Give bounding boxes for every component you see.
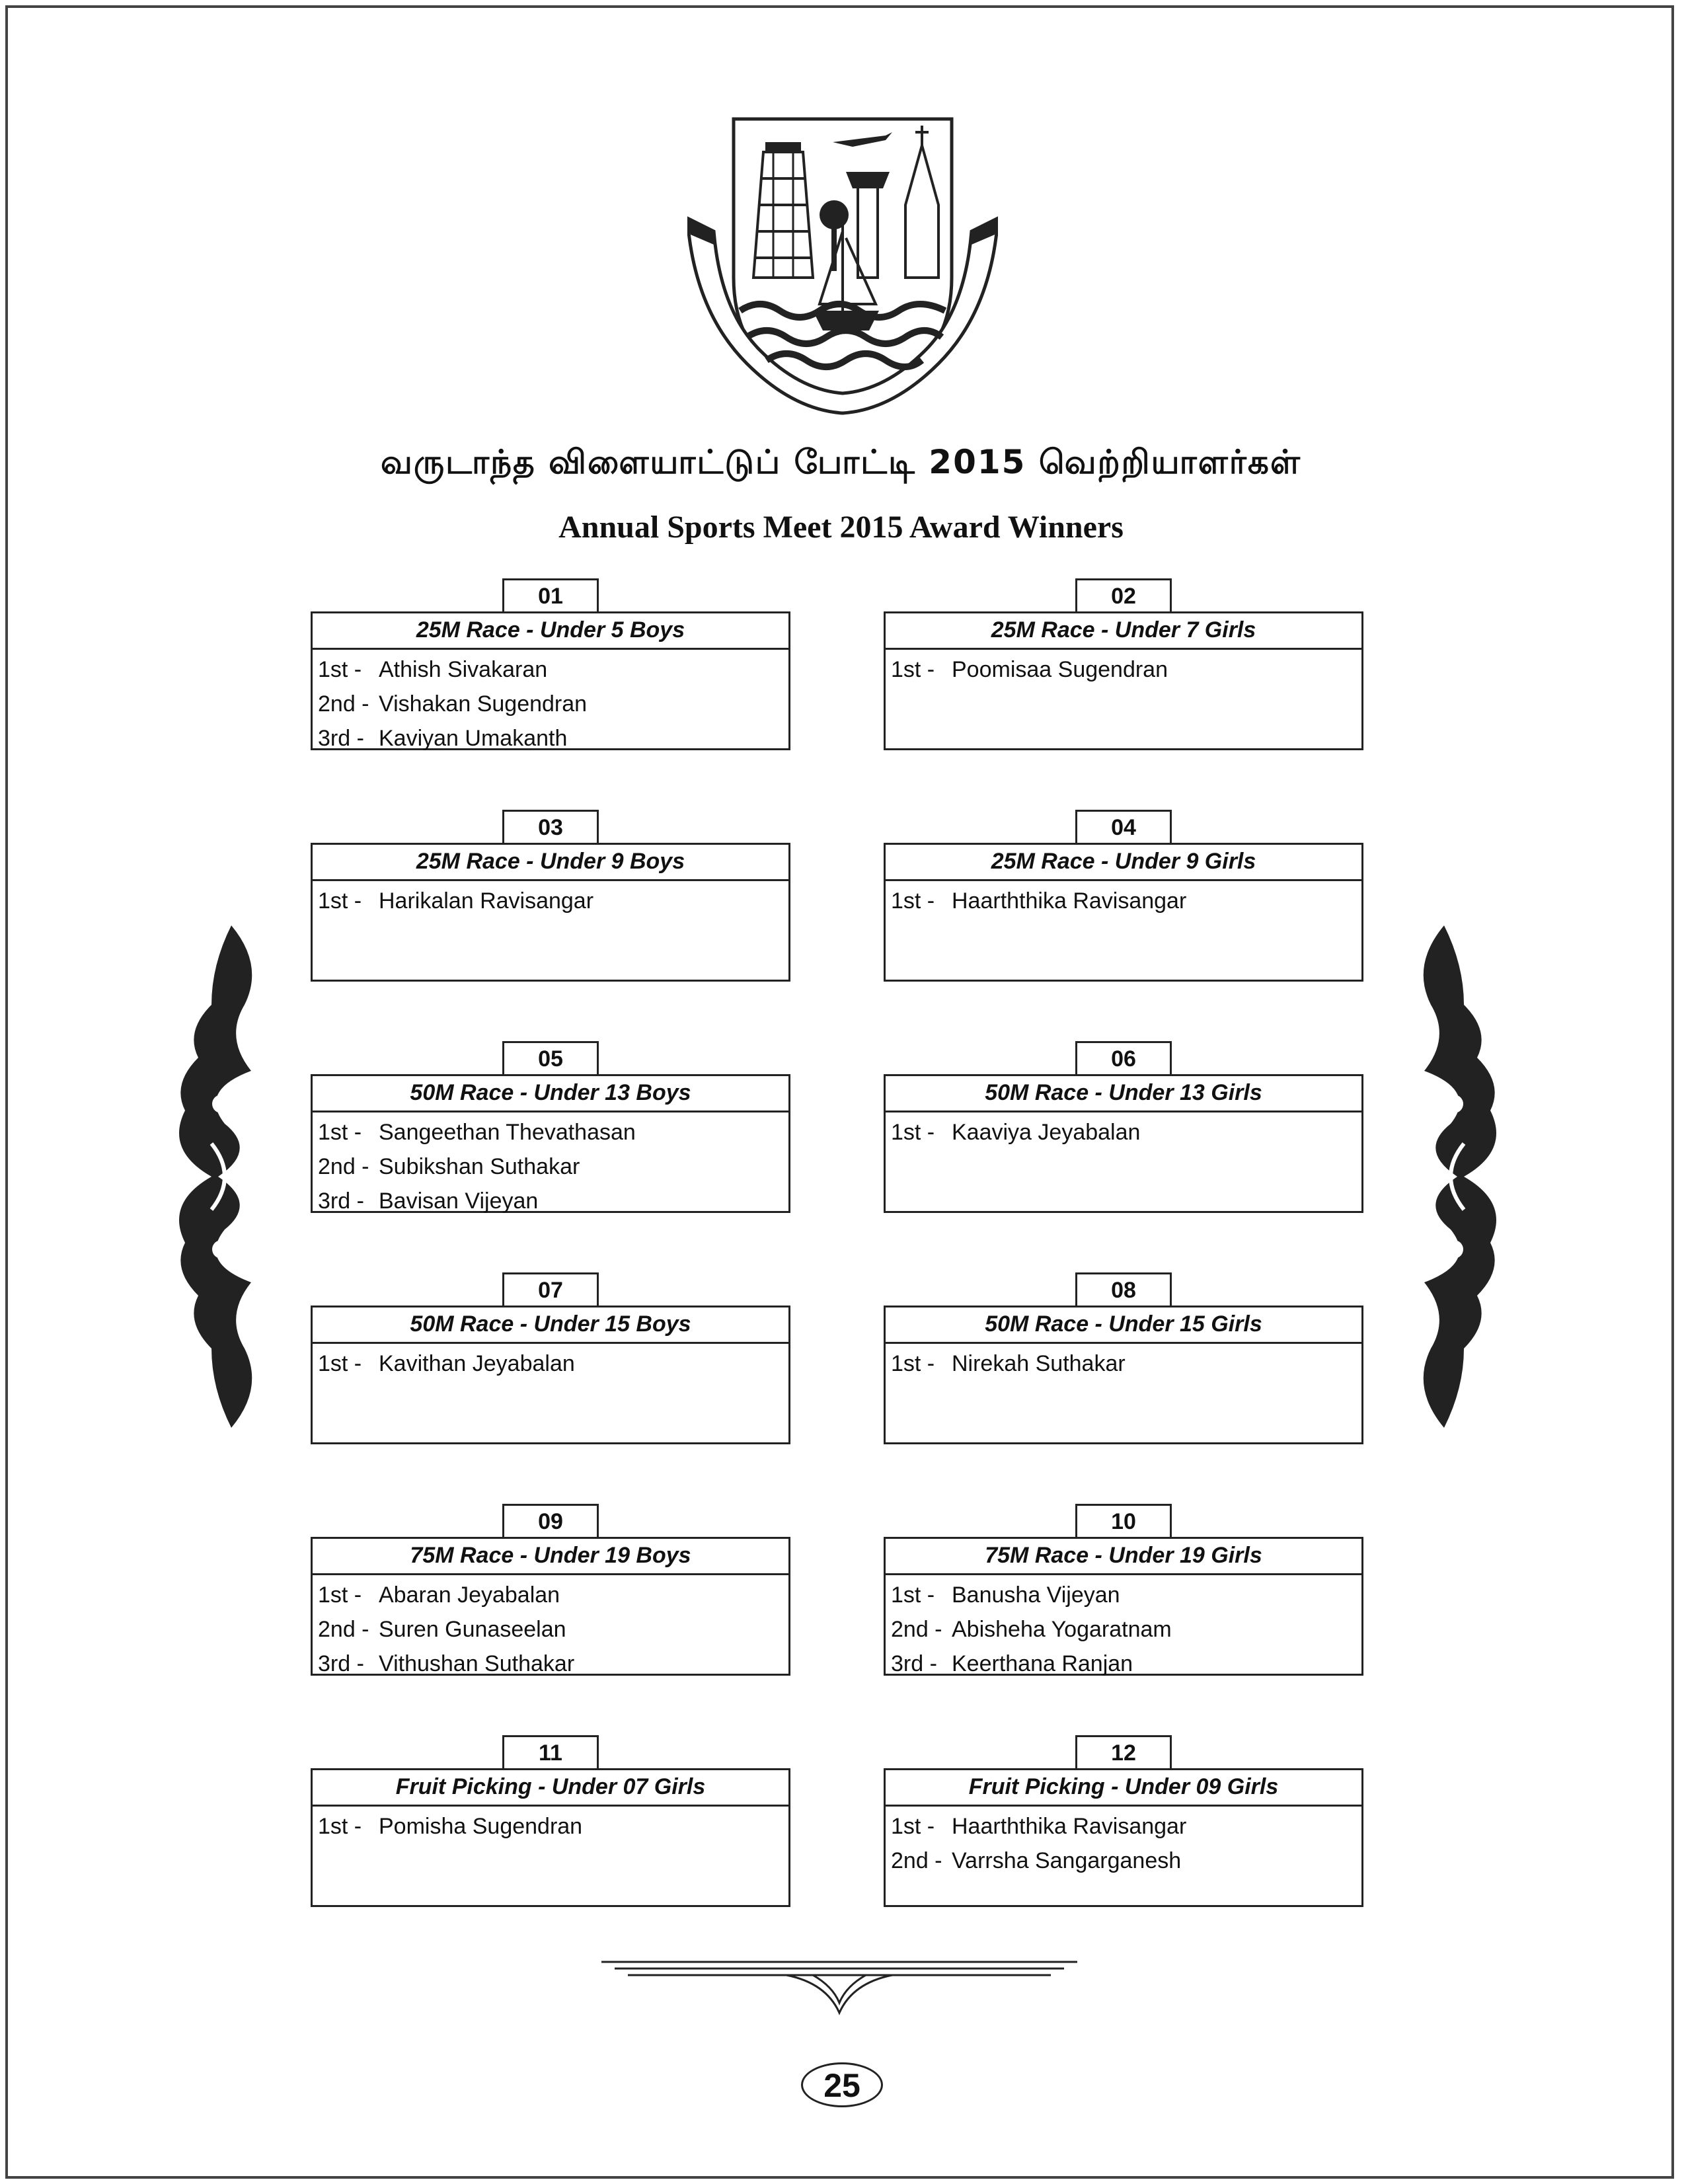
winner-place: 1st -	[318, 1351, 362, 1376]
winner-place: 2nd -	[318, 1154, 369, 1179]
event-box	[884, 611, 1363, 750]
event-box	[884, 843, 1363, 982]
event-card	[884, 1504, 1363, 1676]
event-title: Fruit Picking - Under 07 Girls	[313, 1770, 788, 1807]
event-number: 06	[1075, 1041, 1172, 1074]
event-title: 25M Race - Under 5 Boys	[313, 613, 788, 650]
winner-name: Abaran Jeyabalan	[379, 1582, 560, 1608]
winners-list	[313, 1575, 788, 1684]
winner-place: 1st -	[318, 888, 362, 914]
event-title: 50M Race - Under 15 Boys	[313, 1307, 788, 1344]
event-number: 08	[1075, 1272, 1172, 1306]
event-number: 01	[502, 578, 599, 611]
title-tamil: வருடாந்த விளையாட்டுப் போட்டி 2015 வெற்றியாளர்கள்	[380, 443, 1302, 481]
winners-list	[886, 650, 1361, 689]
winner-row	[891, 1578, 1356, 1612]
winner-row	[318, 721, 783, 756]
winners-list	[313, 1112, 788, 1221]
event-card	[311, 1504, 790, 1676]
winner-place: 3rd -	[318, 726, 364, 751]
winner-name: Vishakan Sugendran	[379, 691, 588, 717]
winners-list	[886, 1112, 1361, 1152]
winners-list	[886, 881, 1361, 921]
winner-name: Banusha Vijeyan	[952, 1582, 1120, 1608]
winners-list	[313, 1344, 788, 1384]
winner-place: 1st -	[318, 1582, 362, 1608]
event-box	[884, 1768, 1363, 1907]
winner-row	[318, 1809, 783, 1844]
right-ornament-icon	[1411, 925, 1504, 1428]
winner-row	[891, 652, 1356, 687]
event-box	[311, 843, 790, 982]
winner-place: 1st -	[891, 1814, 935, 1839]
event-title: 50M Race - Under 13 Boys	[313, 1076, 788, 1112]
event-box	[311, 611, 790, 750]
winner-row	[318, 884, 783, 918]
winner-place: 3rd -	[318, 1651, 364, 1676]
event-title: 75M Race - Under 19 Girls	[886, 1539, 1361, 1575]
winner-place: 1st -	[891, 1582, 935, 1608]
winners-list	[886, 1575, 1361, 1684]
event-title: 25M Race - Under 7 Girls	[886, 613, 1361, 650]
winners-list	[313, 650, 788, 758]
winner-place: 1st -	[891, 888, 935, 914]
winner-name: Kaviyan Umakanth	[379, 726, 568, 751]
winner-place: 2nd -	[318, 1617, 369, 1642]
title-english: Annual Sports Meet 2015 Award Winners	[558, 510, 1124, 545]
winner-place: 1st -	[891, 1120, 935, 1145]
winner-row	[318, 1346, 783, 1381]
event-number: 03	[502, 810, 599, 843]
event-card	[884, 1272, 1363, 1444]
winners-list	[313, 1807, 788, 1846]
winner-row	[891, 1809, 1356, 1844]
winner-row	[318, 1150, 783, 1184]
winner-place: 2nd -	[891, 1617, 942, 1642]
winner-place: 3rd -	[891, 1651, 937, 1676]
event-card	[311, 1735, 790, 1907]
winner-name: Sangeethan Thevathasan	[379, 1120, 636, 1145]
winner-row	[318, 687, 783, 721]
event-box	[884, 1074, 1363, 1213]
event-title: 50M Race - Under 13 Girls	[886, 1076, 1361, 1112]
winner-row	[318, 1647, 783, 1681]
event-box	[311, 1537, 790, 1676]
event-card	[884, 1041, 1363, 1213]
winner-row	[891, 884, 1356, 918]
winner-row	[318, 1184, 783, 1218]
winner-place: 3rd -	[318, 1189, 364, 1214]
winner-name: Vithushan Suthakar	[379, 1651, 575, 1676]
winner-row	[891, 1115, 1356, 1150]
winner-row	[891, 1844, 1356, 1878]
event-box	[311, 1768, 790, 1907]
winner-name: Bavisan Vijeyan	[379, 1189, 539, 1214]
winner-name: Nirekah Suthakar	[952, 1351, 1126, 1376]
footer-divider-ornament	[601, 1957, 1077, 2016]
event-number: 11	[502, 1735, 599, 1768]
winner-name: Suren Gunaseelan	[379, 1617, 566, 1642]
winner-name: Abisheha Yogaratnam	[952, 1617, 1172, 1642]
event-card	[884, 1735, 1363, 1907]
event-card	[311, 1041, 790, 1213]
event-card	[311, 810, 790, 982]
event-title: Fruit Picking - Under 09 Girls	[886, 1770, 1361, 1807]
event-card	[884, 810, 1363, 982]
winner-place: 1st -	[891, 1351, 935, 1376]
event-card	[311, 578, 790, 750]
event-box	[311, 1306, 790, 1444]
winner-name: Subikshan Suthakar	[379, 1154, 580, 1179]
winner-place: 1st -	[318, 657, 362, 682]
event-number: 07	[502, 1272, 599, 1306]
winner-place: 2nd -	[318, 691, 369, 717]
page-number: 25	[801, 2062, 883, 2107]
winners-list	[313, 881, 788, 921]
winner-name: Poomisaa Sugendran	[952, 657, 1168, 682]
event-title: 75M Race - Under 19 Boys	[313, 1539, 788, 1575]
event-title: 25M Race - Under 9 Boys	[313, 845, 788, 881]
event-box	[311, 1074, 790, 1213]
winner-place: 1st -	[318, 1814, 362, 1839]
winner-place: 1st -	[318, 1120, 362, 1145]
event-number: 09	[502, 1504, 599, 1537]
winner-name: Kavithan Jeyabalan	[379, 1351, 575, 1376]
winner-row	[318, 1115, 783, 1150]
winner-row	[891, 1612, 1356, 1647]
event-number: 12	[1075, 1735, 1172, 1768]
winner-name: Kaaviya Jeyabalan	[952, 1120, 1141, 1145]
winners-list	[886, 1807, 1361, 1881]
left-ornament-icon	[172, 925, 264, 1428]
winner-name: Haarththika Ravisangar	[952, 1814, 1187, 1839]
winner-name: Varrsha Sangarganesh	[952, 1848, 1182, 1873]
winner-row	[318, 652, 783, 687]
event-box	[884, 1306, 1363, 1444]
event-title: 25M Race - Under 9 Girls	[886, 845, 1361, 881]
event-number: 10	[1075, 1504, 1172, 1537]
winner-name: Athish Sivakaran	[379, 657, 548, 682]
winner-row	[318, 1578, 783, 1612]
association-crest-logo	[687, 112, 998, 416]
winner-name: Haarththika Ravisangar	[952, 888, 1187, 914]
event-title: 50M Race - Under 15 Girls	[886, 1307, 1361, 1344]
event-box	[884, 1537, 1363, 1676]
event-number: 02	[1075, 578, 1172, 611]
winner-name: Harikalan Ravisangar	[379, 888, 594, 914]
winner-row	[891, 1647, 1356, 1681]
event-card	[311, 1272, 790, 1444]
event-card	[884, 578, 1363, 750]
winner-name: Keerthana Ranjan	[952, 1651, 1133, 1676]
event-number: 04	[1075, 810, 1172, 843]
winner-place: 1st -	[891, 657, 935, 682]
event-number: 05	[502, 1041, 599, 1074]
winner-place: 2nd -	[891, 1848, 942, 1873]
winner-row	[318, 1612, 783, 1647]
winners-list	[886, 1344, 1361, 1384]
winner-name: Pomisha Sugendran	[379, 1814, 583, 1839]
winner-row	[891, 1346, 1356, 1381]
